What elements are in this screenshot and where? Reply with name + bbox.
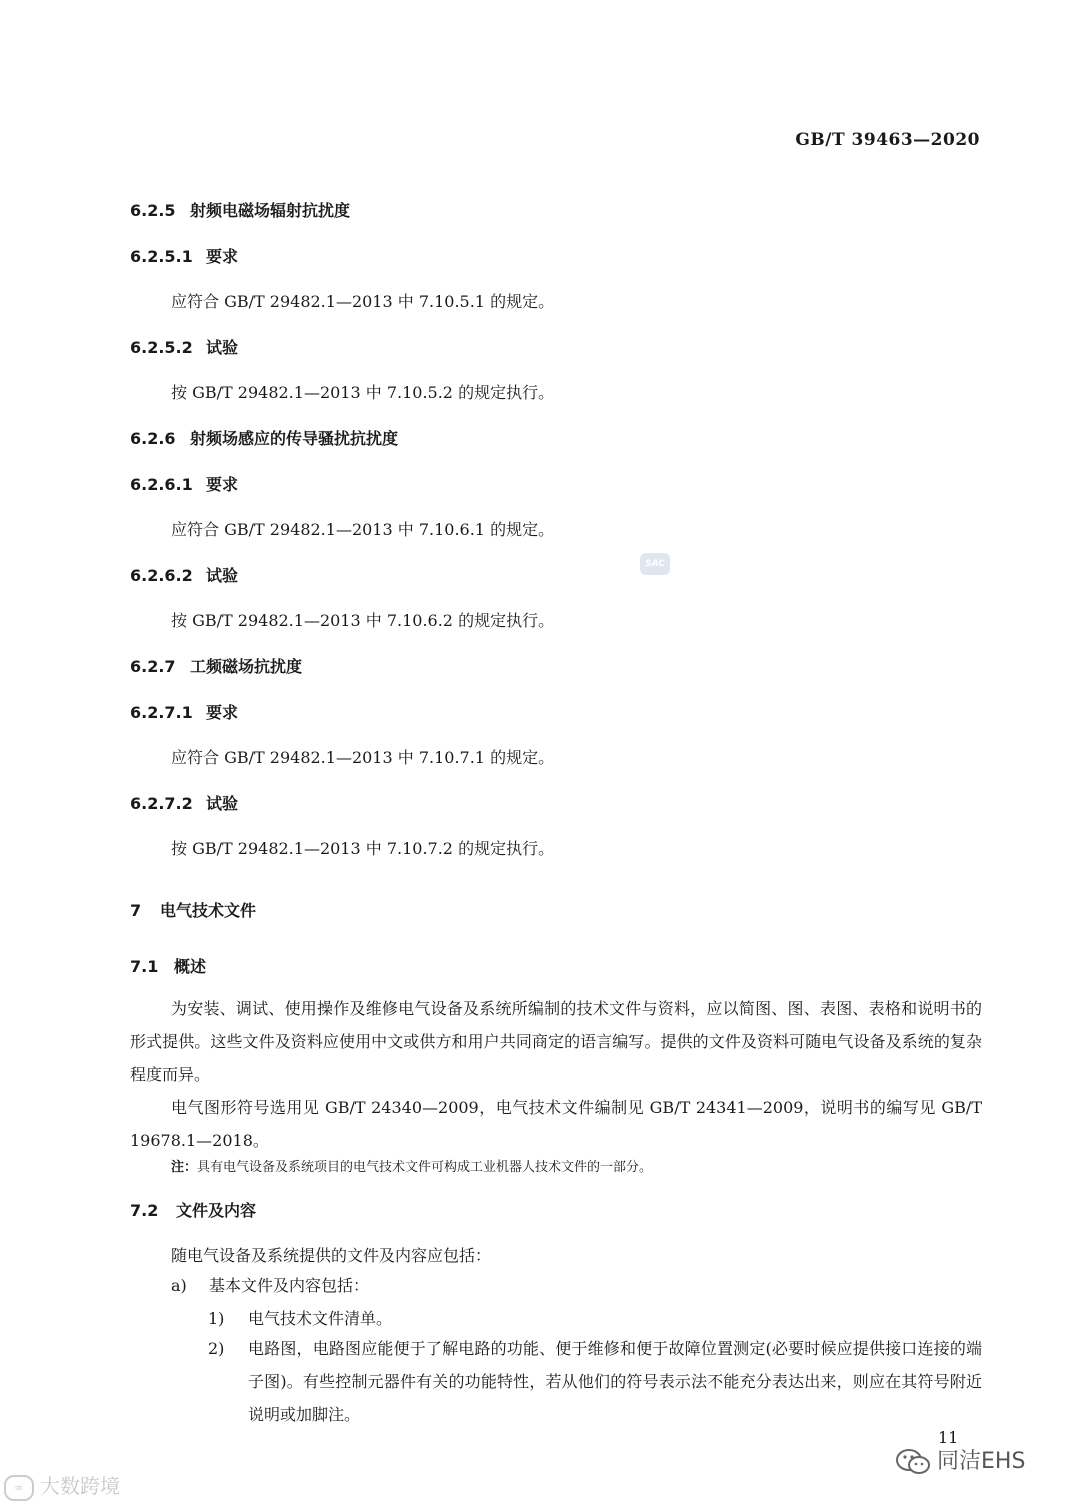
note-label: 注： xyxy=(171,1160,198,1175)
heading-number: 7.2 xyxy=(130,1201,159,1220)
heading-title: 试验 xyxy=(206,794,239,813)
content-intro: 随电气设备及系统提供的文件及内容应包括： xyxy=(171,1246,492,1265)
list-item-2-label: 2) xyxy=(208,1339,225,1358)
wechat-watermark xyxy=(895,1444,1025,1476)
heading-title: 概述 xyxy=(174,957,207,976)
heading-title: 文件及内容 xyxy=(176,1201,257,1220)
heading-number: 6.2.7.1 xyxy=(130,703,193,722)
requirement-text-6-2-5-1: 应符合 GB/T 29482.1—2013 中 7.10.5.1 的规定。 xyxy=(171,292,555,311)
list-text: 电气技术文件清单。 xyxy=(248,1309,393,1328)
list-item-2-text: 电路图，电路图应能便于了解电路的功能、便于维修和便于故障位置测定(必要时候应提供接口连接的端子图)。有些控制元器件有关的功能特性，若从他们的符号表示法不能充分表达出来，则应在其符号附近说明或加脚注。 xyxy=(248,1339,982,1424)
page-number: 11 xyxy=(938,1428,959,1447)
heading-number: 6.2.6.2 xyxy=(130,566,193,585)
heading-6-2-7-1 xyxy=(130,700,238,723)
heading-title: 电气技术文件 xyxy=(160,901,257,920)
test-text-6-2-6-2: 按 GB/T 29482.1—2013 中 7.10.6.2 的规定执行。 xyxy=(171,611,555,630)
heading-title: 要求 xyxy=(206,475,239,494)
heading-number: 6.2.7 xyxy=(130,657,176,676)
heading-7 xyxy=(130,898,256,921)
list-item-a xyxy=(171,1273,369,1296)
test-text-6-2-7-2: 按 GB/T 29482.1—2013 中 7.10.7.2 的规定执行。 xyxy=(171,839,555,858)
heading-number: 6.2.7.2 xyxy=(130,794,193,813)
heading-title: 射频电磁场辐射抗扰度 xyxy=(190,201,351,220)
overview-paragraph-1: 为安装、调试、使用操作及维修电气设备及系统所编制的技术文件与资料，应以简图、图、表图、表格和说明书的形式提供。这些文件及资料应使用中文或供方和用户共同商定的语言编写。提供的文件及资料可随电气设备及系统的复杂程度而异。 xyxy=(130,999,982,1084)
heading-6-2-5 xyxy=(130,198,350,221)
heading-number: 6.2.6 xyxy=(130,429,176,448)
site-watermark xyxy=(4,1470,120,1501)
sac-watermark: SAC xyxy=(640,553,670,575)
note xyxy=(171,1156,652,1175)
wechat-account-name: 同洁EHS xyxy=(937,1449,1026,1474)
list-text: 基本文件及内容包括： xyxy=(209,1276,370,1295)
heading-title: 试验 xyxy=(206,566,239,585)
heading-6-2-6-2 xyxy=(130,563,238,586)
heading-6-2-7 xyxy=(130,654,302,677)
heading-6-2-5-2 xyxy=(130,335,238,358)
test-text-6-2-5-2: 按 GB/T 29482.1—2013 中 7.10.5.2 的规定执行。 xyxy=(171,383,555,402)
overview-paragraph-2: 电气图形符号选用见 GB/T 24340—2009，电气技术文件编制见 GB/T 24341—2009，说明书的编写见 GB/T 19678.1—2018。 xyxy=(130,1098,982,1150)
heading-6-2-5-1 xyxy=(130,244,238,267)
heading-title: 射频场感应的传导骚扰抗扰度 xyxy=(190,429,399,448)
wechat-icon xyxy=(895,1448,931,1476)
heading-7-2 xyxy=(130,1198,256,1221)
requirement-text-6-2-6-1: 应符合 GB/T 29482.1—2013 中 7.10.6.1 的规定。 xyxy=(171,520,555,539)
list-label: 1) xyxy=(208,1309,225,1328)
heading-title: 试验 xyxy=(206,338,239,357)
list-label: a) xyxy=(171,1276,187,1295)
requirement-text-6-2-7-1: 应符合 GB/T 29482.1—2013 中 7.10.7.1 的规定。 xyxy=(171,748,555,767)
heading-number: 6.2.5 xyxy=(130,201,176,220)
heading-number: 6.2.6.1 xyxy=(130,475,193,494)
heading-6-2-7-2 xyxy=(130,791,238,814)
site-logo-icon: ∞ xyxy=(4,1475,34,1501)
document-code: GB/T 39463—2020 xyxy=(795,130,980,150)
heading-number: 6.2.5.2 xyxy=(130,338,193,357)
heading-title: 要求 xyxy=(206,247,239,266)
heading-6-2-6-1 xyxy=(130,472,238,495)
heading-number: 7 xyxy=(130,901,142,920)
list-item-1 xyxy=(208,1306,392,1329)
heading-title: 要求 xyxy=(206,703,239,722)
heading-7-1 xyxy=(130,954,206,977)
note-text: 具有电气设备及系统项目的电气技术文件可构成工业机器人技术文件的一部分。 xyxy=(197,1160,653,1175)
heading-6-2-6 xyxy=(130,426,398,449)
heading-number: 7.1 xyxy=(130,957,159,976)
heading-title: 工频磁场抗扰度 xyxy=(190,657,303,676)
heading-number: 6.2.5.1 xyxy=(130,247,193,266)
site-name: 大数跨境 xyxy=(40,1474,120,1498)
